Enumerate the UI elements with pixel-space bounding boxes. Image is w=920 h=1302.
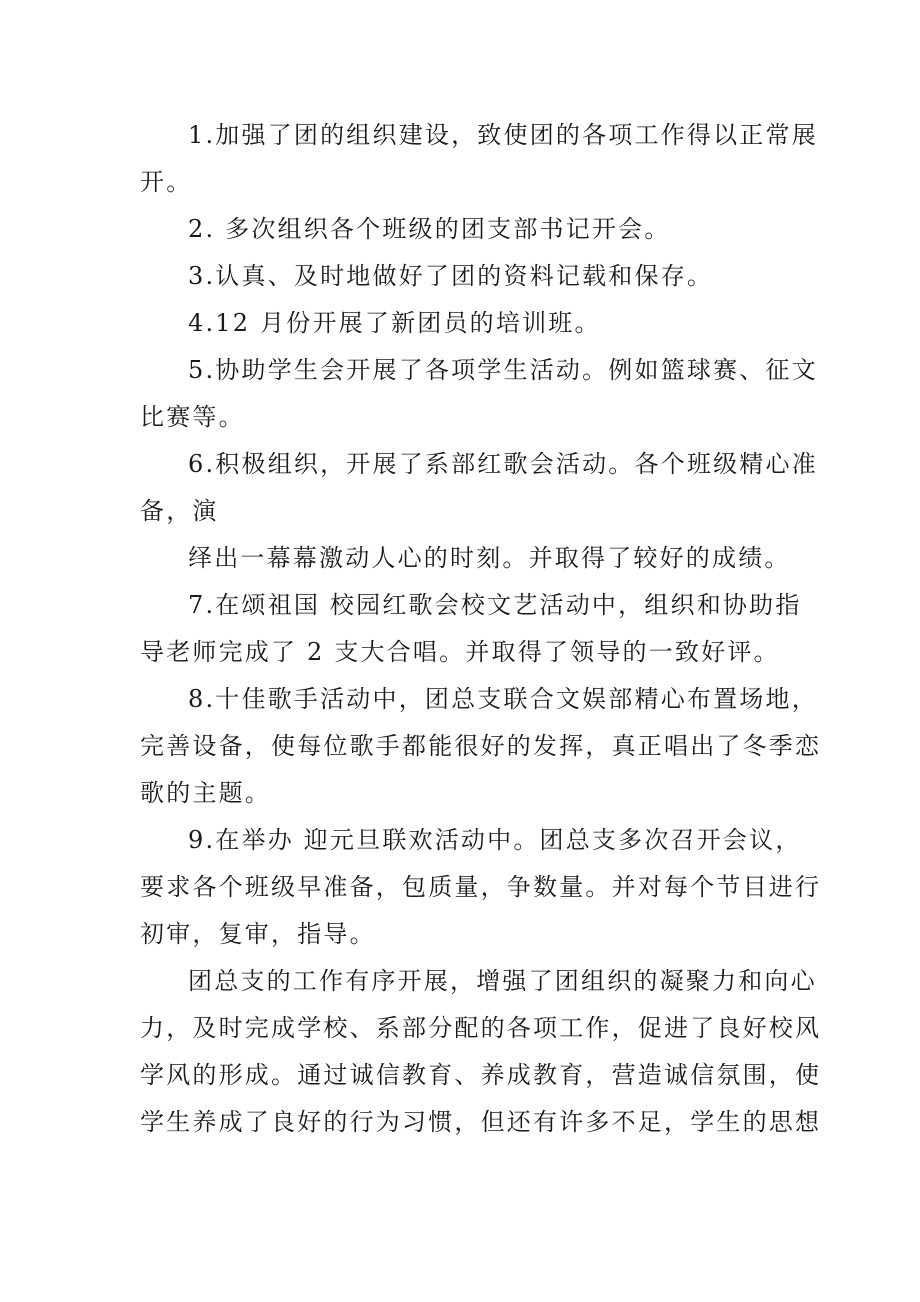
- text-line: 绎出一幕幕激动人心的时刻。并取得了较好的成绩。: [188, 544, 791, 572]
- text-line: 开。: [140, 168, 193, 196]
- text-line: 学生养成了良好的行为习惯，但还有许多不足，学生的思想: [140, 1108, 822, 1136]
- text-line: 学风的形成。通过诚信教育、养成教育，营造诚信氛围，使: [140, 1061, 822, 1089]
- text-line: 5.协助学生会开展了各项学生活动。例如篮球赛、征文: [188, 356, 818, 384]
- text-line: 歌的主题。: [140, 779, 271, 807]
- text-line: 1.加强了团的组织建设，致使团的各项工作得以正常展: [188, 121, 818, 149]
- text-line: 导老师完成了 2 支大合唱。并取得了领导的一致好评。: [140, 638, 780, 666]
- text-line: 初审，复审，指导。: [140, 920, 376, 948]
- text-line: 力，及时完成学校、系部分配的各项工作，促进了良好校风: [140, 1014, 822, 1042]
- text-line: 备，演: [140, 497, 219, 525]
- text-line: 完善设备，使每位歌手都能很好的发挥，真正唱出了冬季恋: [140, 732, 822, 760]
- text-line: 4.12 月份开展了新团员的培训班。: [188, 309, 601, 337]
- text-line: 8.十佳歌手活动中，团总支联合文娱部精心布置场地，: [188, 685, 818, 713]
- document-body: [140, 112, 822, 1146]
- text-line: 9.在举办 迎元旦联欢活动中。团总支多次召开会议，: [188, 826, 802, 854]
- text-line: 要求各个班级早准备，包质量，争数量。并对每个节目进行: [140, 873, 822, 901]
- text-line: 6.积极组织，开展了系部红歌会活动。各个班级精心准: [188, 450, 818, 478]
- text-line: 比赛等。: [140, 403, 245, 431]
- text-line: 团总支的工作有序开展，增强了团组织的凝聚力和向心: [188, 967, 817, 995]
- text-line: 7.在颂祖国 校园红歌会校文艺活动中，组织和协助指: [188, 591, 802, 619]
- text-line: 3.认真、及时地做好了团的资料记载和保存。: [188, 262, 714, 290]
- text-line: 2. 多次组织各个班级的团支部书记开会。: [188, 215, 671, 243]
